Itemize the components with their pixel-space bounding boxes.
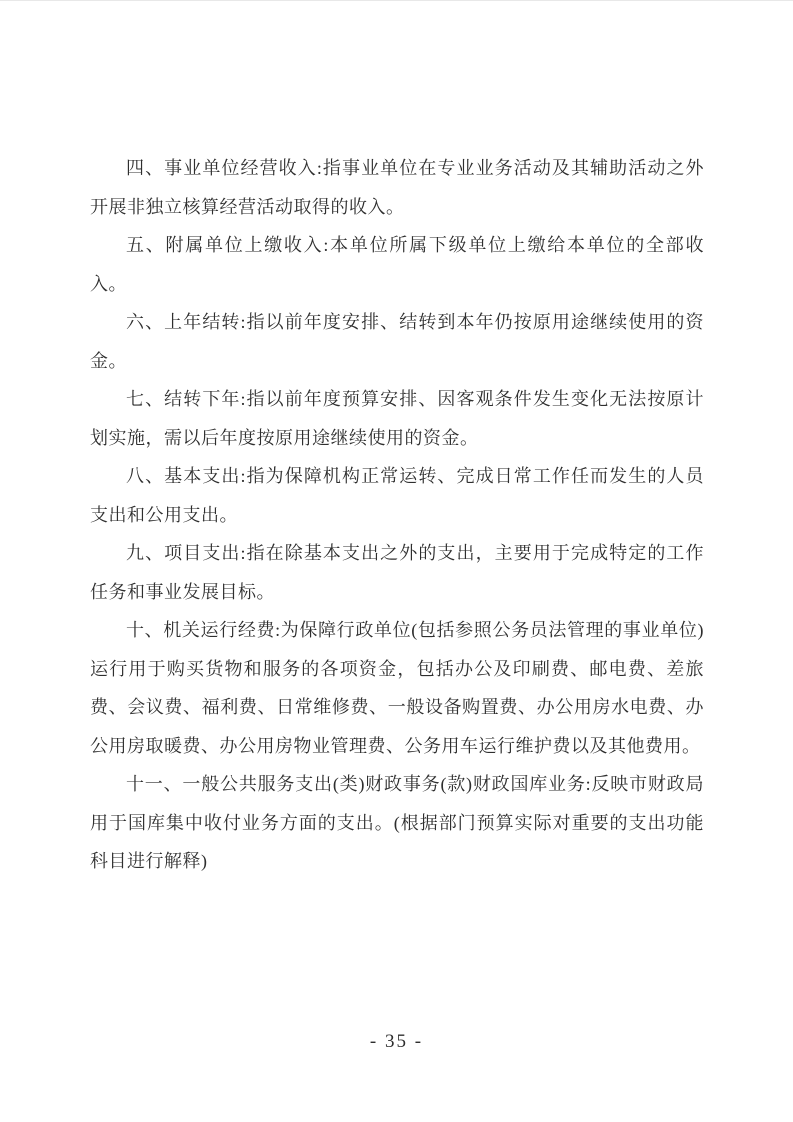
paragraph-subordinate-unit-remittance: 五、附属单位上缴收入:本单位所属下级单位上缴给本单位的全部收入。 [90, 235, 704, 294]
paragraph-basic-expenditure: 八、基本支出:指为保障机构正常运转、完成日常工作任而发生的人员支出和公用支出。 [90, 466, 704, 525]
paragraph-carryover-from-previous-year: 六、上年结转:指以前年度安排、结转到本年仍按原用途继续使用的资金。 [90, 312, 704, 371]
paragraph-business-operating-income: 四、事业单位经营收入:指事业单位在专业业务活动及其辅助活动之外开展非独立核算经营活动取得的收入。 [90, 158, 704, 217]
paragraph-general-public-service-expenditure: 十一、一般公共服务支出(类)财政事务(款)财政国库业务:反映市财政局用于国库集中收付业务方面的支出。(根据部门预算实际对重要的支出功能科目进行解释) [90, 774, 704, 871]
document-body [90, 149, 704, 881]
paragraph-project-expenditure: 九、项目支出:指在除基本支出之外的支出，主要用于完成特定的工作任务和事业发展目标。 [90, 543, 704, 602]
paragraph-carryover-to-next-year: 七、结转下年:指以前年度预算安排、因客观条件发生变化无法按原计划实施，需以后年度按原用途继续使用的资金。 [90, 389, 704, 448]
page-number: - 35 - [369, 1031, 424, 1052]
paragraph-agency-operating-funds: 十、机关运行经费:为保障行政单位(包括参照公务员法管理的事业单位)运行用于购买货物和服务的各项资金，包括办公及印刷费、邮电费、差旅费、会议费、福利费、日常维修费、一般设备购置费、办公用房水电费、办公用房取暖费、办公用房物业管理费、公务用车运行维护费以及其他费用。 [90, 620, 704, 756]
